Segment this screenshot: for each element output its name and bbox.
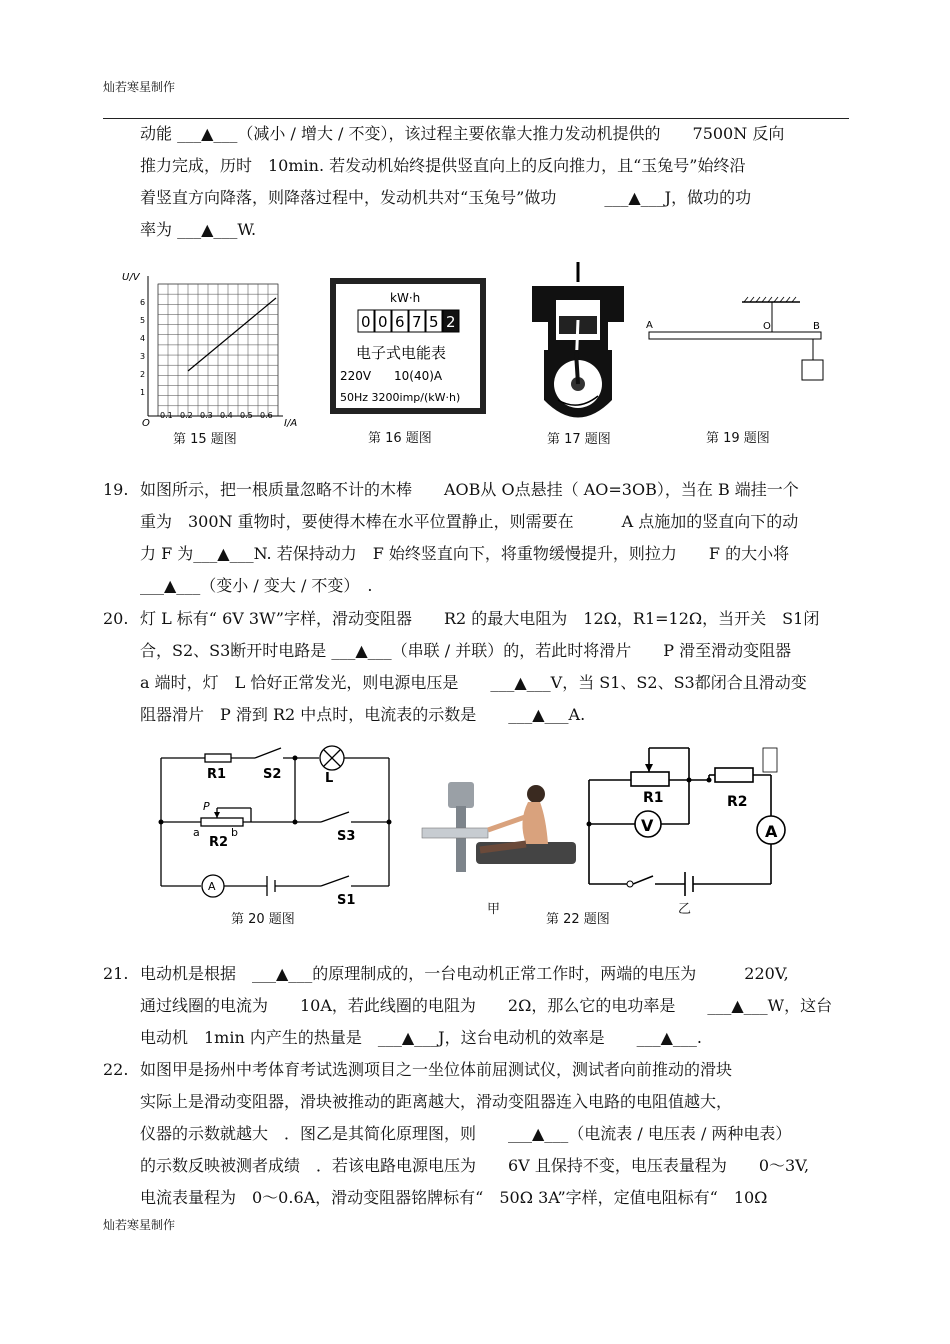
q20-line-1: 灯 L 标有“ 6V 3W”字样，滑动变阻器 R2 的最大电阻为 12Ω，R1=12Ω，当开关 S1闭 (140, 609, 820, 628)
fig20-r2: R2 (209, 835, 229, 850)
q21-line-1: 电动机是根据 ___▲___的原理制成的，一台电动机正常工作时，两端的电压为 220V, (140, 964, 789, 983)
q21-line-2: 通过线圈的电流为 10A，若此线圈的电阻为 2Ω，那么它的电功率是 ___▲___W，这台 (140, 996, 833, 1015)
fig22-label-jia: 甲 (487, 902, 501, 917)
q22-line-4: 的示数反映被测者成绩 ．若该电路电源电压为 6V 且保持不变，电压表量程为 0～3V, (140, 1156, 810, 1175)
q19-line-3: 力 F 为___▲___N. 若保持动力 F 始终竖直向下，将重物缓慢提升，则拉力 F 的大小将 (140, 544, 790, 563)
fig19-label-b: B (813, 321, 820, 332)
q18-line-1: 动能 ___▲___（减小 / 增大 / 不变），该过程主要依靠大推力发动机提供的 7500N 反向 (140, 124, 785, 143)
q20-line-4: 阻器滑片 P 滑到 R2 中点时，电流表的示数是 ___▲___A. (140, 705, 586, 724)
fig22-label-yi: 乙 (678, 902, 692, 917)
fig19-lever (640, 296, 840, 396)
fig15-xtick: 0.2 (180, 411, 193, 420)
fig20-s2: S2 (263, 767, 282, 782)
fig16-digit: 2 (446, 313, 456, 331)
fig20-a: a (193, 826, 200, 839)
fig22-r2: R2 (727, 794, 748, 810)
fig15-ytick: 2 (140, 370, 146, 379)
fig16-digit: 0 (361, 313, 371, 331)
fig22-circuit (585, 742, 795, 902)
page-header: 灿若寒星制作 (103, 80, 176, 94)
q21-number: 21. (103, 964, 129, 983)
fig15-xtick: 0.4 (220, 411, 233, 420)
fig20-r1: R1 (207, 767, 227, 782)
fig15-ytick: 6 (140, 298, 146, 307)
fig16-unit: kW·h (390, 291, 421, 305)
q20-line-2: 合，S2、S3断开时电路是 ___▲___（串联 / 并联）的，若此时将滑片 P 滑至滑动变阻器 (140, 641, 792, 660)
q22-number: 22. (103, 1060, 129, 1079)
q21-line-3: 电动机 1min 内产生的热量是 ___▲___J，这台电动机的效率是 ___▲___. (140, 1028, 702, 1047)
fig22-caption: 第 22 题图 (546, 912, 610, 927)
q20-line-3: a 端时，灯 L 恰好正常发光，则电源电压是 ___▲___V，当 S1、S2、S3都闭合且滑动变 (140, 673, 807, 692)
fig22-r1: R1 (643, 790, 664, 806)
fig16-caption: 第 16 题图 (368, 431, 432, 446)
q19-number: 19. (103, 480, 129, 499)
q19-line-2: 重为 300N 重物时，要使得木棒在水平位置静止，则需要在 A 点施加的竖直向下的动 (140, 512, 799, 531)
fig19-caption: 第 19 题图 (706, 431, 770, 446)
fig16-spec2: 50Hz 3200imp/(kW·h) (340, 391, 461, 404)
q18-line-3: 着竖直方向降落，则降落过程中，发动机共对“玉兔号”做功 ___▲___J，做功的功 (140, 188, 752, 207)
fig22-voltmeter: V (641, 816, 654, 835)
page-footer: 灿若寒星制作 (103, 1218, 176, 1232)
fig15-xtick: 0.1 (160, 411, 173, 420)
fig20-p: P (203, 800, 210, 813)
fig16-digit: 0 (378, 313, 388, 331)
q20-number: 20. (103, 609, 129, 628)
fig15-xtick: 0.5 (240, 411, 253, 420)
fig22-ammeter: A (765, 822, 778, 841)
fig20-s1: S1 (337, 893, 356, 908)
fig15-graph (118, 268, 308, 428)
fig19-label-o: O (763, 321, 771, 332)
fig15-ytick: 4 (140, 334, 146, 343)
header-rule (103, 118, 849, 119)
fig15-ytick: 3 (140, 352, 146, 361)
q22-line-3: 仪器的示数就越大 ．图乙是其简化原理图，则 ___▲___（电流表 / 电压表 / 两种电表） (140, 1124, 792, 1143)
fig15-origin: O (142, 418, 150, 429)
fig19-label-a: A (646, 320, 653, 331)
fig15-caption: 第 15 题图 (173, 432, 237, 447)
fig15-xtick: 0.6 (260, 411, 273, 420)
q18-line-2: 推力完成，历时 10min. 若发动机始终提供竖直向上的反向推力，且“玉兔号”始终沿 (140, 156, 746, 175)
fig22-photo (418, 772, 578, 880)
fig15-ytick: 5 (140, 316, 146, 325)
q19-line-4: ___▲___（变小 / 变大 / 不变） . (140, 576, 373, 595)
fig15-ytick: 1 (140, 388, 146, 397)
fig20-b: b (231, 826, 238, 839)
q19-line-1: 如图所示，把一根质量忽略不计的木棒 AOB从 O点悬挂（ AO=3OB），当在 B 端挂一个 (140, 480, 799, 499)
fig16-digit: 5 (429, 313, 439, 331)
q22-line-2: 实际上是滑动变阻器，滑块被推动的距离越大，滑动变阻器连入电路的电阻值越大， (140, 1092, 733, 1111)
fig16-title: 电子式电能表 (356, 344, 447, 362)
fig17-caption: 第 17 题图 (547, 432, 611, 447)
q22-line-5: 电流表量程为 0～0.6A，滑动变阻器铭牌标有“ 50Ω 3A”字样，定值电阻标有“ 10Ω (140, 1188, 768, 1207)
fig16-meter (330, 278, 486, 414)
fig16-digit: 6 (395, 313, 405, 331)
fig20-s3: S3 (337, 829, 356, 844)
q22-line-1: 如图甲是扬州中考体育考试选测项目之一坐位体前屈测试仪，测试者向前推动的滑块 (140, 1060, 733, 1079)
fig15-xtick: 0.3 (200, 411, 213, 420)
fig16-spec1: 220V 10(40)A (340, 369, 443, 383)
q18-line-4: 率为 ___▲___W. (140, 220, 257, 239)
fig20-caption: 第 20 题图 (231, 912, 295, 927)
fig20-l: L (325, 771, 334, 786)
fig20-ammeter: A (208, 880, 216, 893)
fig15-ylabel: U/V (122, 272, 140, 283)
fig15-xlabel: I/A (284, 418, 298, 429)
fig16-digit: 7 (412, 313, 422, 331)
fig17-engine (528, 260, 628, 425)
fig20-circuit (155, 742, 395, 912)
